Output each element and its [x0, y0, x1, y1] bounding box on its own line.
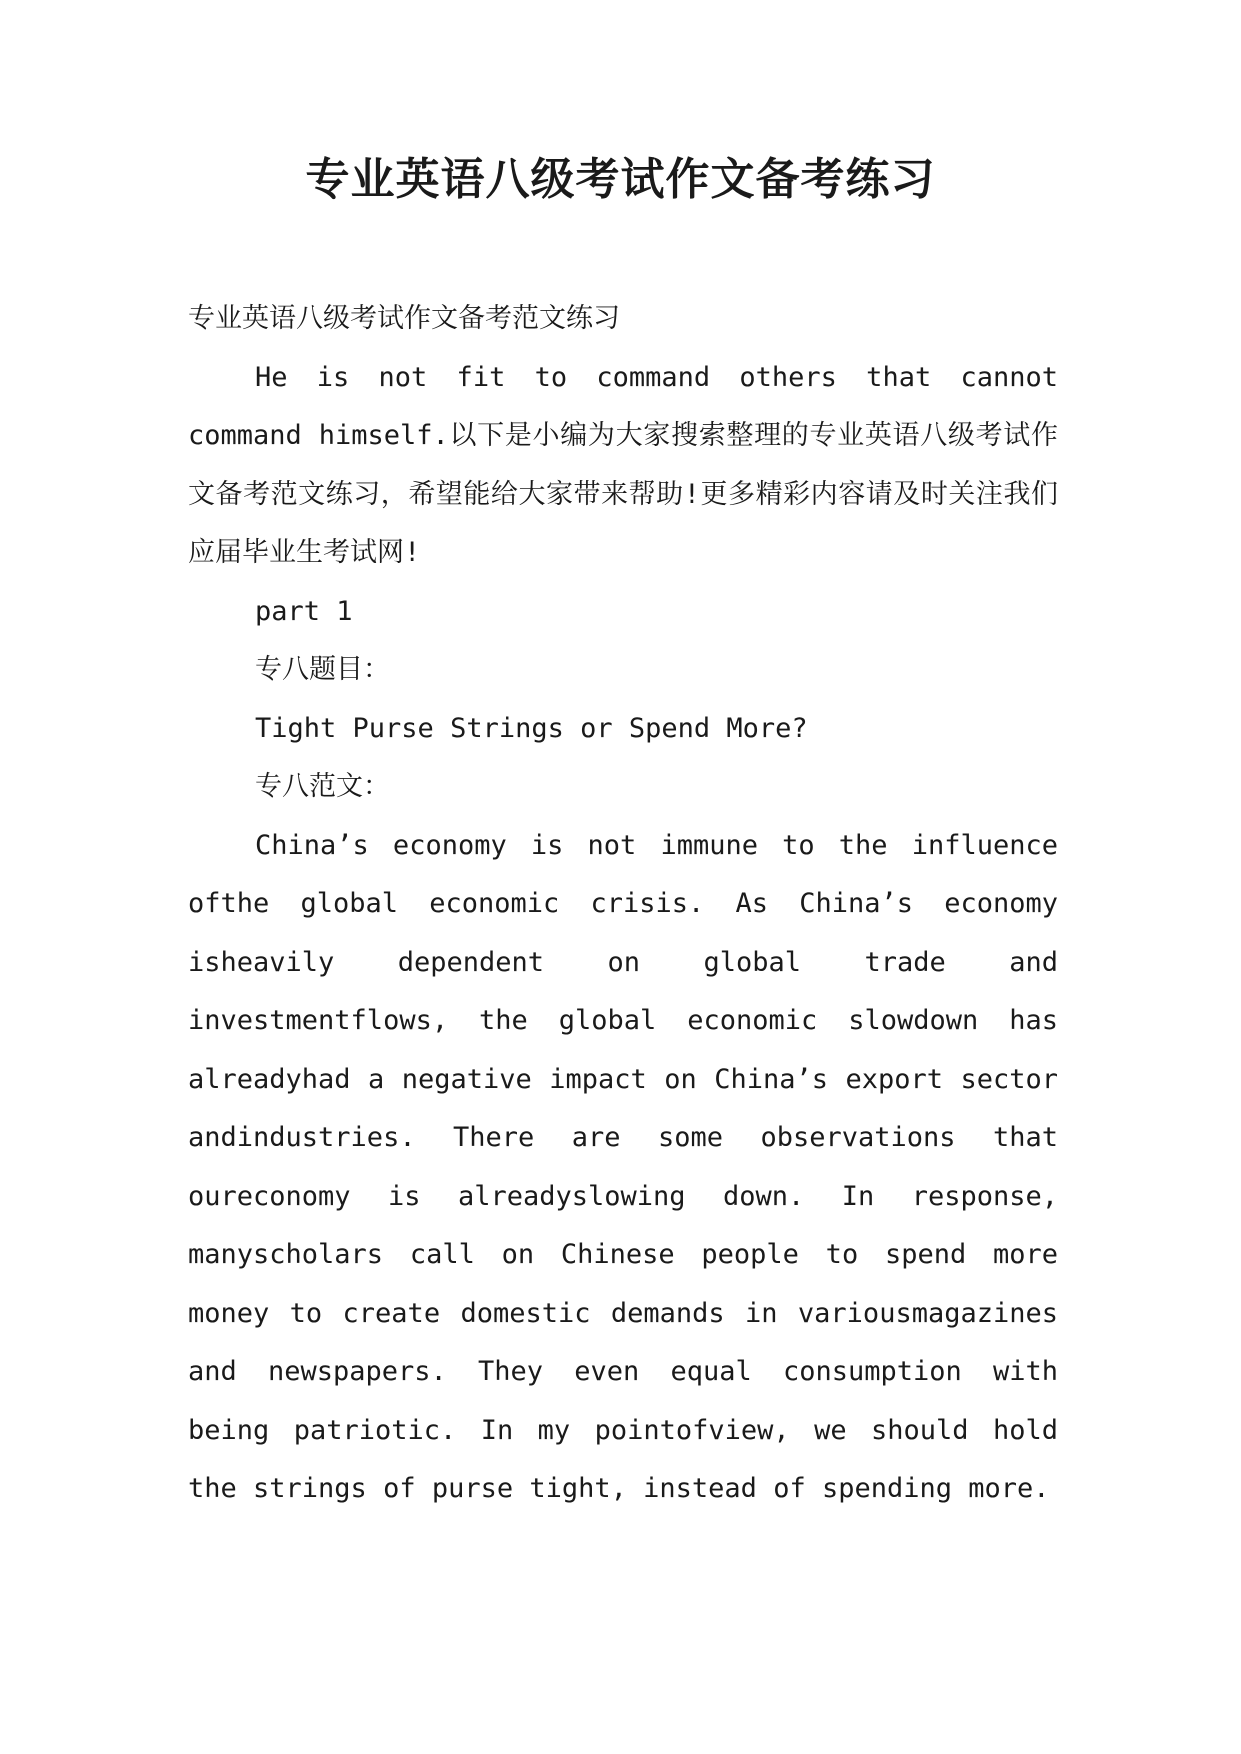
- document-title: 专业英语八级考试作文备考练习: [305, 154, 936, 205]
- document-body: [188, 290, 1058, 1519]
- intro-paragraph: He is not fit to command others that cannot command himself.以下是小编为大家搜索整理的专业英语八级考试作文备考范文练习，希望能给大家带来帮助!更多精彩内容请及时关注我们应届毕业生考试网!: [188, 361, 1058, 568]
- topic-text: Tight Purse Strings or Spend More?: [255, 712, 808, 744]
- topic-heading: 专八题目：: [255, 654, 390, 685]
- part-label: part 1: [255, 595, 353, 627]
- essay-heading: 专八范文：: [255, 771, 390, 802]
- subtitle: 专业英语八级考试作文备考范文练习: [188, 303, 620, 334]
- essay-paragraph: China’s economy is not immune to the influence ofthe global economic crisis. As China’s economy isheavily dependent on global trade and investmentflows, the global economic slowdown has alreadyhad a negative impact on China’s export sector andindustries. There are some observations that oureconomy is alreadyslowing down. In response, manyscholars call on Chinese people to spend more money to create domestic demands in variousmagazines and newspapers. They even equal consumption with being patriotic. In my pointofview, we should hold the strings of purse tight, instead of spending more.: [188, 829, 1058, 1504]
